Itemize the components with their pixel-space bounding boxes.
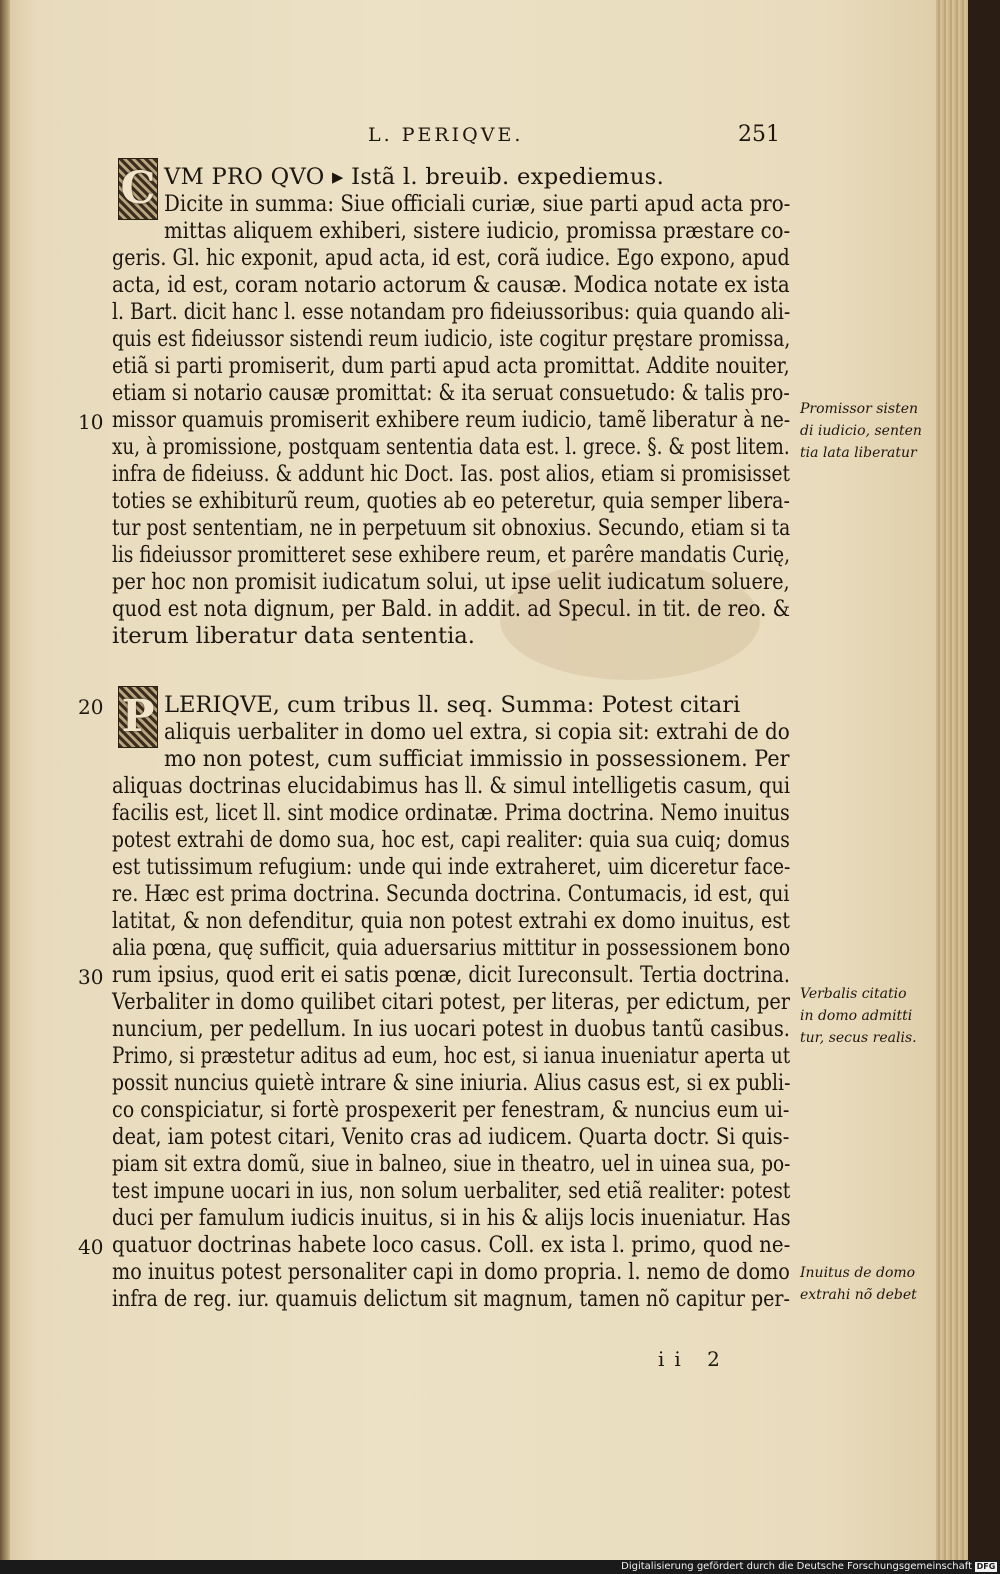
text-line: piam sit extra domũ, siue in balneo, siue in theatro, uel in uinea sua, po- <box>112 1151 791 1177</box>
text-line: iterum liberatur data sententia. <box>112 623 475 649</box>
text-line: deat, iam potest citari, Venito cras ad iudicem. Quarta doctr. Si quis- <box>112 1124 790 1150</box>
page-header <box>0 120 968 150</box>
margin-note-line: in domo admitti <box>800 1008 913 1024</box>
text-line: nuncium, per pedellum. In ius uocari potest in duobus tantũ casibus. <box>112 1016 790 1042</box>
margin-note-line: extrahi nõ debet <box>800 1287 917 1303</box>
text-line: test impune uocari in ius, non solum uerbaliter, sed etiã realiter: potest <box>112 1178 791 1204</box>
text-line: est tutissimum refugium: unde qui inde extraheret, uim diceretur face- <box>112 854 791 880</box>
text-line: Verbaliter in domo quilibet citari potest, per literas, per edictum, per <box>112 989 791 1015</box>
text-line: latitat, & non defenditur, quia non potest extrahi ex domo inuitus, est <box>112 908 790 934</box>
text-line: l. Bart. dicit hanc l. esse notandam pro fideiussoribus: quia quando ali- <box>112 299 791 325</box>
line-number: 10 <box>78 410 104 434</box>
decorated-initial-p <box>118 686 158 748</box>
page-number: 251 <box>738 122 780 147</box>
text-line: geris. Gl. hic exponit, apud acta, id est, corã iudice. Ego expono, apud <box>112 245 790 271</box>
line-number: 30 <box>78 965 104 989</box>
text-line: co conspiciatur, si fortè prospexerit per fenestram, & nuncius eum ui- <box>112 1097 790 1123</box>
text-line: mo non potest, cum sufficiat immissio in possessionem. Per <box>164 746 790 772</box>
text-line: etiã si parti promiserit, dum parti apud acta promittat. Addite nouiter, <box>112 353 790 379</box>
page-edges <box>936 0 968 1560</box>
margin-note-line: di iudicio, senten <box>800 423 922 439</box>
text-line: facilis est, licet ll. sint modice ordinatæ. Prima doctrina. Nemo inuitus <box>112 800 790 826</box>
margin-note <box>800 983 917 1049</box>
text-line: potest extrahi de domo sua, hoc est, capi realiter: quia sua cuiq; domus <box>112 827 790 853</box>
margin-note-line: Promissor sisten <box>800 401 919 417</box>
text-line: xu, à promissione, postquam sententia data est. l. grece. §. & post litem. <box>112 434 790 460</box>
text-line: re. Hæc est prima doctrina. Secunda doctrina. Contumacis, id est, qui <box>112 881 790 907</box>
text-line: LERIQVE, cum tribus ll. seq. Summa: Potest citari <box>164 692 741 718</box>
running-head: L. PERIQVE. <box>368 124 524 146</box>
margin-note <box>800 1262 917 1306</box>
text-line: aliquis uerbaliter in domo uel extra, si copia sit: extrahi de do <box>164 719 790 745</box>
digitization-credit: Digitalisierung gefördert durch die Deutsche Forschungsgemeinschaft <box>621 1561 972 1572</box>
text-line: alia pœna, quę sufficit, quia aduersarius mittitur in possessionem bono <box>112 935 791 961</box>
text-line: quis est fideiussor sistendi reum iudicio, iste cogitur pręstare promissa, <box>112 326 791 352</box>
text-line: quod est nota dignum, per Bald. in addit. ad Specul. in tit. de reo. & <box>112 596 791 622</box>
margin-note-line: tur, secus realis. <box>800 1030 917 1046</box>
line-number: 20 <box>78 695 104 719</box>
text-line: per hoc non promisit iudicatum solui, ut ipse uelit iudicatum soluere, <box>112 569 790 595</box>
margin-note-line: Verbalis citatio <box>800 986 907 1002</box>
text-line: aliquas doctrinas elucidabimus has ll. & simul intelligetis casum, qui <box>112 773 791 799</box>
text-line: duci per famulum iudicis inuitus, si in his & alijs locis inueniatur. Has <box>112 1205 791 1231</box>
margin-note <box>800 398 922 464</box>
initial-letter: C <box>120 163 156 214</box>
text-line: mo inuitus potest personaliter capi in domo propria. l. nemo de domo <box>112 1259 790 1285</box>
text-line: lis fideiussor promitteret sese exhibere reum, et parêre mandatis Curię, <box>112 542 791 568</box>
text-line: infra de fideiuss. & addunt hic Doct. Ias. post alios, etiam si promisisset <box>112 461 791 487</box>
text-line: missor quamuis promiserit exhibere reum iudicio, tamẽ liberatur à ne- <box>112 407 791 433</box>
text-line: infra de reg. iur. quamuis delictum sit magnum, tamen nõ capitur per- <box>112 1286 790 1312</box>
text-line: quatuor doctrinas habete loco casus. Coll. ex ista l. primo, quod ne- <box>112 1232 791 1258</box>
text-line: toties se exhibiturũ reum, quoties ab eo peteretur, quia semper libera- <box>112 488 790 514</box>
text-line: Dicite in summa: Siue officiali curiæ, siue parti apud acta pro- <box>164 191 791 217</box>
text-line: rum ipsius, quod erit ei satis pœnæ, dicit Iureconsult. Tertia doctrina. <box>112 962 790 988</box>
signature-mark: ii 2 <box>658 1347 730 1371</box>
dfg-logo: DFG <box>976 1562 996 1571</box>
binding-gutter <box>0 0 10 1560</box>
text-line: etiam si notario causæ promittat: & ita seruat consuetudo: & talis pro- <box>112 380 790 406</box>
text-line: Primo, si præstetur aditus ad eum, hoc est, si ianua inueniatur aperta ut <box>112 1043 791 1069</box>
margin-note-line: Inuitus de domo <box>800 1265 916 1281</box>
line-number: 40 <box>78 1235 104 1259</box>
decorated-initial-c <box>118 158 158 220</box>
text-line: VM PRO QVO ▸ Istã l. breuib. expediemus. <box>164 164 665 190</box>
text-line: acta, id est, coram notario actorum & causæ. Modica notate ex ista <box>112 272 790 298</box>
text-line: possit nuncius quietè intrare & sine iniuria. Alius casus est, si ex publi- <box>112 1070 791 1096</box>
margin-note-line: tia lata liberatur <box>800 445 917 461</box>
text-line: mittas aliquem exhiberi, sistere iudicio, promissa præstare co- <box>164 218 791 244</box>
initial-letter: P <box>121 691 155 742</box>
text-line: tur post sententiam, ne in perpetuum sit obnoxius. Secundo, etiam si ta <box>112 515 791 541</box>
footer-bar <box>0 1560 1000 1574</box>
